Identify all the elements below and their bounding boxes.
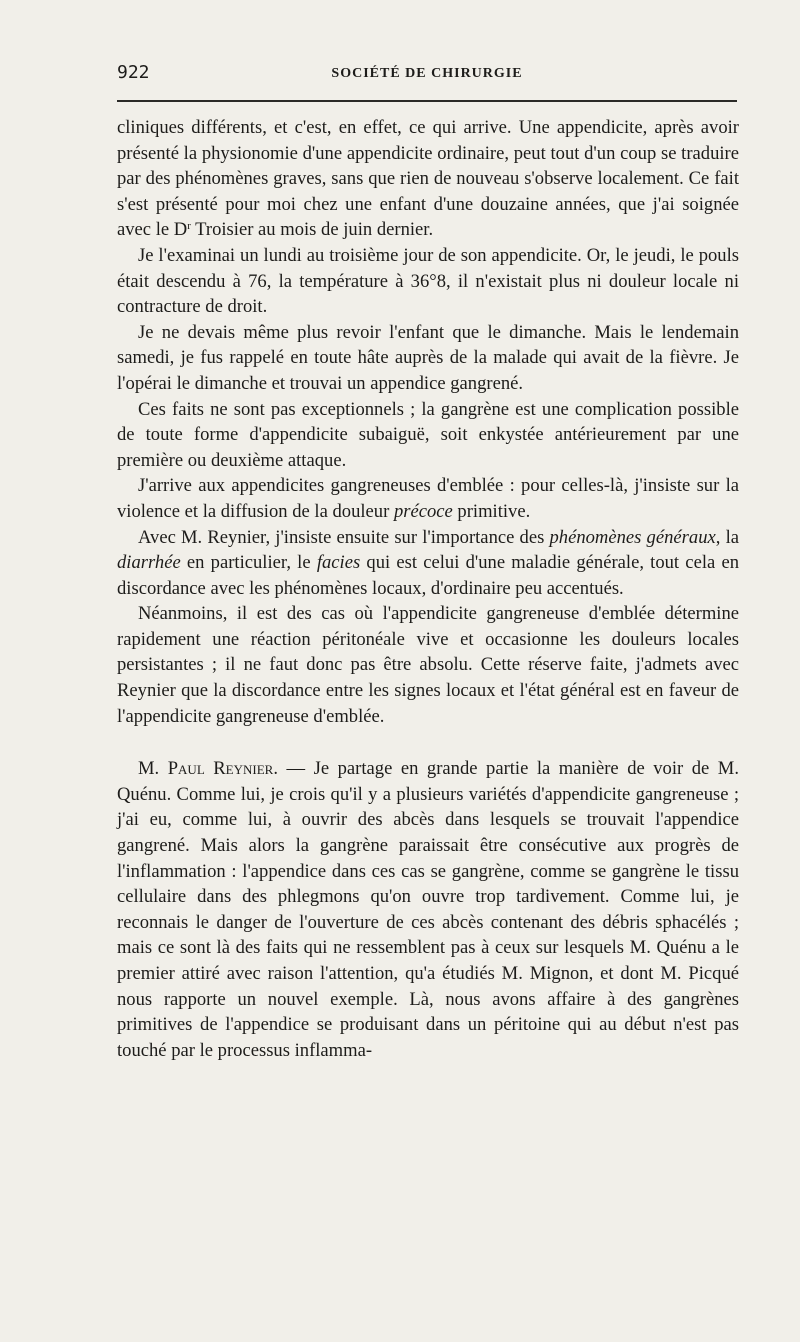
page-header — [117, 58, 737, 88]
header-rule — [117, 100, 737, 102]
paragraph: M. Paul Reynier. — Je partage en grande partie la manière de voir de M. Quénu. Comme lui, je crois qu'il y a plusieurs variétés d'appendicite gangreneuse ; j'ai eu, comme lui, à ouvrir des abcès dans lesquels se trouvait l'appendice gangrené. Mais alors la gangrène paraissait être consécutive aux progrès de l'inflammation : l'appendice dans ces cas se gangrène, comme se gangrène le tissu cellulaire dans des phlegmons qu'on ouvre trop tardivement. Comme lui, je reconnais le danger de l'ouverture de ces abcès contenant des débris sphacélés ; mais ce sont là des faits qui ne ressemblent pas à ceux sur lesquels M. Quénu a le premier attiré avec raison l'attention, qu'a étudiés M. Mignon, et dont M. Picqué nous rapporte un nouvel exemple. Là, nous avons affaire à des gangrènes primitives de l'appendice se produisant dans un péritoine qui au début n'est pas touché par le processus inflamma- — [117, 758, 739, 1061]
paragraph: J'arrive aux appendicites gangreneuses d'emblée : pour celles-là, j'insiste sur la violence et la diffusion de la douleur précoce primitive. — [117, 475, 739, 522]
paragraph: Avec M. Reynier, j'insiste ensuite sur l'importance des phénomènes généraux, la diarrhée en particulier, le facies qui est celui d'une maladie générale, tout cela en discordance avec les phénomènes locaux, d'ordinaire peu accentués. — [117, 526, 739, 599]
emphasis: facies — [316, 552, 361, 574]
paragraph: Je ne devais même plus revoir l'enfant que le dimanche. Mais le lendemain samedi, je fus rappelé en toute hâte auprès de la malade qui avait de la fièvre. Je l'opérai le dimanche et trouvai un appendice gangrené. — [117, 321, 739, 394]
emphasis: phénomènes généraux — [549, 526, 716, 548]
section-gap — [117, 729, 739, 756]
emphasis: diarrhée — [117, 552, 181, 574]
paragraph: Ces faits ne sont pas exceptionnels ; la gangrène est une complication possible de toute forme d'appendicite subaiguë, soit enkystée antérieurement par une première ou deuxième attaque. — [117, 398, 739, 471]
emphasis: précoce — [393, 500, 453, 522]
body-text — [117, 115, 739, 1063]
paragraph: cliniques différents, et c'est, en effet, ce qui arrive. Une appendicite, après avoir présenté la physionomie d'une appendicite ordinaire, peut tout d'un coup se traduire par des phénomènes graves, sans que rien de nouveau s'observe localement. Ce fait s'est présenté pour moi chez une enfant d'une douzaine années, que j'ai soignée avec le $D^r$ Troisier au mois de juin dernier. — [117, 117, 739, 241]
speaker-name: M. Paul Reynier. — [138, 758, 278, 780]
paragraph: Je l'examinai un lundi au troisième jour de son appendicite. Or, le jeudi, le pouls était descendu à 76, la température à 36°8, il n'existait plus ni douleur locale ni contracture de droit. — [117, 244, 739, 318]
running-title: SOCIÉTÉ DE CHIRURGIE — [331, 66, 523, 81]
paragraph: Néanmoins, il est des cas où l'appendicite gangreneuse d'emblée détermine rapidement une réaction péritonéale vive et occasionne les douleurs locales persistantes ; il ne faut donc pas être absolu. Cette réserve faite, j'admets avec Reynier que la discordance entre les signes locaux et l'état général est en faveur de l'appendicite gangreneuse d'emblée. — [117, 603, 739, 727]
page-number: 922 — [117, 62, 150, 83]
